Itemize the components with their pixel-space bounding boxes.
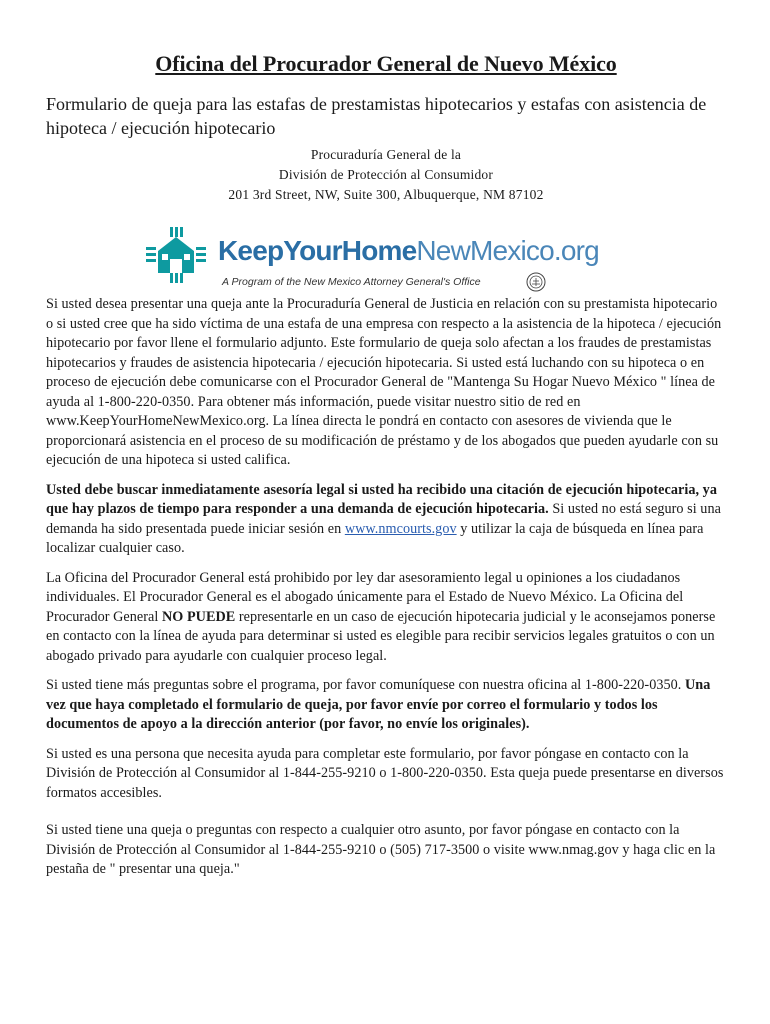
keep-your-home-logo [46,215,726,295]
legal-advice-text-a: Si usted no está seguro si una demanda ha sido presentada puede iniciar sesión en [46,501,721,537]
accessibility-paragraph: Si usted es una persona que necesita ayuda para completar este formulario, por favor póngase en contacto con la División de Protección al Consumidor al 1-844-255-9210 o 1-800-220-0350. Esta queja puede presentarse en diversos formatos accesibles. [46,745,724,801]
legal-advice-text-b: y utilizar la caja de búsqueda en línea para localizar cualquier caso. [46,520,704,556]
form-subtitle: Formulario de queja para las estafas de prestamistas hipotecarios y estafas con asistencia de hipoteca / ejecución hipotecario [46,94,707,138]
office-line-3: 201 3rd Street, NW, Suite 300, Albuquerque, NM 87102 [228,187,544,202]
legal-advice-paragraph [46,481,726,559]
other-complaints-paragraph: Si usted tiene una queja o preguntas con respecto a cualquier otro asunto, por favor póngase en contacto con la División de Protección al Consumidor al 1-844-255-9210 o (505) 717-3500 o visite www.nmag.gov y haga clic en la pestaña de " presentar una queja." [46,822,716,877]
document-page [46,50,726,890]
page-title: Oficina del Procurador General de Nuevo México [155,51,617,76]
logo-tagline: A Program of the New Mexico Attorney General's Office [222,276,481,288]
prohibition-text-a: La Oficina del Procurador General está prohibido por ley dar asesoramiento legal u opiniones a los ciudadanos individuales. El Procurador General es el abogado únicamente para el Estado de Nuevo México. La Oficina del Procurador General [46,569,684,625]
office-line-2: División de Protección al Consumidor [278,167,494,182]
brand-wordmark [218,235,599,267]
intro-paragraph: Si usted desea presentar una queja ante la Procuraduría General de Justicia en relación con su prestamista hipotecario o si usted cree que ha sido víctima de una estafa de una empresa con respecto a la asistencia de la hipoteca / ejecución hipotecario por favor llene el formulario adjunto. Este formulario de queja solo afectan a los fraudes de prestamistas hipotecarios y fraudes de asistencia hipotecaria / ejecución hipotecaria. Si usted está luchando con su hipoteca o en proceso de ejecución debe comunicarse con el Procurador General de "Mantenga Su Hogar Nuevo México " línea de ayuda al 1-800-220-0350. Para obtener más información, puede visitar nuestro sitio de red en www.KeepYourHomeNewMexico.org. La línea directa le pondrá en contacto con asesores de vivienda que le proporcionará asistencia en el proceso de su modificación de préstamo y de los abogados que pueden ayudarle con su ejecución de una hipoteca si usted califica. [46,296,722,468]
office-line-1: Procuraduría General de la [310,147,462,162]
prohibition-text-b: representarle en un caso de ejecución hipotecaria judicial y le aconsejamos ponerse en contacto con la línea de ayuda para determinar si usted es elegible para recibir servicios legales gratuitos o con un abogado privado para ayudarle con cualquier proceso legal. [46,608,716,664]
brand-bold: KeepYourHome [218,235,417,266]
questions-paragraph [46,676,726,735]
mail-instructions-bold: Una vez que haya completado el formulario de queja, por favor envíe por correo el formulario y todos los documentos de apoyo a la dirección anterior (por favor, no envíe los originales). [46,677,711,732]
legal-advice-bold: Usted debe buscar inmediatamente asesoría legal si usted ha recibido una citación de ejecución hipotecaria, ya que hay plazos de tiempo para responder a una demanda de ejecución hipotecaria. [46,481,717,517]
house-icon [144,227,208,283]
office-address-block [46,145,726,205]
nmcourts-link[interactable]: www.nmcourts.gov [344,520,457,537]
brand-light: NewMexico.org [416,235,599,266]
no-puede-bold: NO PUEDE [161,608,236,625]
seal-icon [526,272,546,292]
prohibition-paragraph [46,569,726,667]
questions-text: Si usted tiene más preguntas sobre el programa, por favor comuníquese con nuestra oficina al 1-800-220-0350. [46,677,685,693]
